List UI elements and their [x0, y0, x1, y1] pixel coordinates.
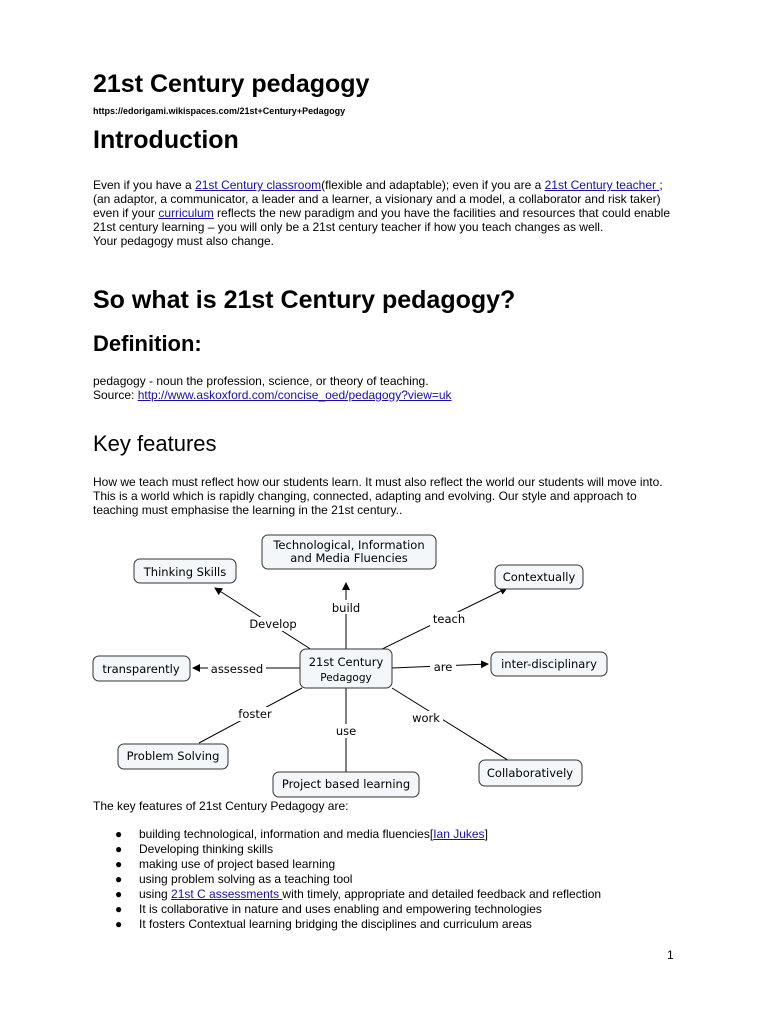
list-item: ● making use of project based learning: [115, 857, 336, 871]
assessments-link[interactable]: 21st C assessments: [171, 887, 283, 901]
link-label-build: build: [331, 601, 361, 615]
curriculum-link[interactable]: curriculum: [158, 206, 214, 220]
node-tech-line2: and Media Fluencies: [290, 551, 408, 565]
link-label-are: are: [433, 660, 453, 674]
bullet-icon: ●: [115, 827, 123, 841]
source-url: https://edorigami.wikispaces.com/21st+Century+Pedagogy: [93, 106, 346, 116]
list-item: ● Developing thinking skills: [115, 842, 274, 856]
ian-jukes-link[interactable]: Ian Jukes: [433, 827, 485, 841]
link-label-work: work: [412, 711, 440, 725]
node-transparently: transparently: [102, 662, 180, 676]
list-item: ● building technological, information and media fluencies[Ian Jukes]: [115, 827, 488, 841]
key-features-intro: The key features of 21st Century Pedagogy are:: [93, 799, 349, 813]
key-features-list: [115, 827, 601, 932]
link-label-assessed: assessed: [210, 662, 264, 676]
bullet-icon: ●: [115, 872, 123, 886]
link-label-develop: Develop: [249, 617, 297, 631]
bullet-icon: ●: [115, 902, 123, 916]
document-title: 21st Century pedagogy: [93, 70, 370, 98]
classroom-link[interactable]: 21st Century classroom: [195, 178, 322, 192]
center-node-line2: Pedagogy: [320, 672, 372, 684]
node-collaboratively: Collaboratively: [486, 766, 574, 780]
list-item: ● using problem solving as a teaching tool: [115, 872, 353, 886]
key-features-paragraph: How we teach must reflect how our students learn. It must also reflect the world our students will move into. This is a world which is rapidly changing, connected, adapting and evolving. Our style and approach to teaching must emphasise the learning in the 21st century..: [93, 475, 663, 517]
link-label-use: use: [335, 724, 357, 738]
node-tech-line1: Technological, Information: [273, 538, 425, 552]
definition-text: pedagogy - noun the profession, science, or theory of teaching. Source: http://www.askoxford.com/concise_oed/pedagogy?view=uk: [93, 374, 452, 402]
node-problem-solving: Problem Solving: [126, 749, 220, 763]
center-node-line1: 21st Century: [308, 655, 384, 669]
list-item: ● It is collaborative in nature and uses enabling and empowering technologies: [115, 902, 542, 916]
node-contextually: Contextually: [502, 570, 576, 584]
concept-map: [0, 525, 768, 805]
bullet-icon: ●: [115, 917, 123, 931]
bullet-icon: ●: [115, 887, 123, 901]
link-label-teach: teach: [432, 612, 466, 626]
definition-heading: Definition:: [93, 331, 202, 356]
bullet-icon: ●: [115, 857, 123, 871]
node-thinking-skills: Thinking Skills: [143, 565, 227, 579]
page-number: 1: [667, 948, 674, 962]
what-is-heading: So what is 21st Century pedagogy?: [93, 286, 516, 314]
link-label-foster: foster: [238, 707, 272, 721]
list-item: ● using 21st C assessments with timely, appropriate and detailed feedback and reflection: [115, 887, 602, 901]
key-features-heading: Key features: [93, 431, 217, 456]
askoxford-link[interactable]: http://www.askoxford.com/concise_oed/pedagogy?view=uk: [137, 388, 452, 402]
introduction-heading: Introduction: [93, 126, 239, 154]
bullet-icon: ●: [115, 842, 123, 856]
teacher-link[interactable]: 21st Century teacher: [544, 178, 660, 192]
intro-pedagogy-line: Your pedagogy must also change.: [93, 234, 275, 248]
list-item: ● It fosters Contextual learning bridging the disciplines and curriculum areas: [115, 917, 532, 931]
node-project-based-learning: Project based learning: [281, 777, 411, 791]
node-inter-disciplinary: inter-disciplinary: [501, 657, 597, 671]
intro-paragraph: Even if you have a 21st Century classroom(flexible and adaptable); even if you are a 21st Century teacher ; (an adaptor, a communicator, a leader and a learner, a visionary and a model, a collaborator and risk taker) even if your curriculum reflects the new paradigm and you have the facilities and resources that could enable 21st century learning – you will only be a 21st century teacher if how you teach changes as well. Your pedagogy must also change.: [93, 178, 670, 248]
